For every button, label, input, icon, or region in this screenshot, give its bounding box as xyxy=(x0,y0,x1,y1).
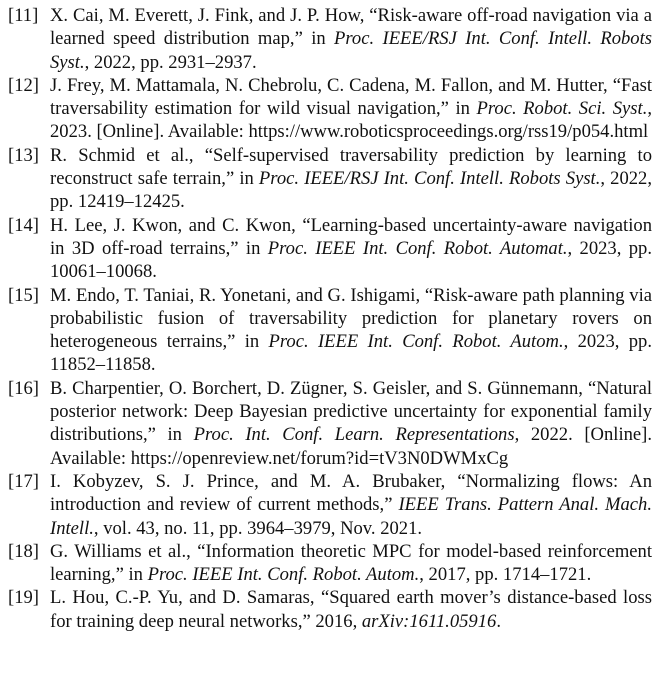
reference-number: [13] xyxy=(8,144,39,166)
reference-item-19 xyxy=(8,586,652,633)
reference-venue: Proc. IEEE/RSJ Int. Conf. Intell. Robots Syst. xyxy=(50,28,652,73)
reference-venue: Proc. IEEE/RSJ Int. Conf. Intell. Robots Syst. xyxy=(258,168,601,190)
reference-text xyxy=(50,74,652,144)
reference-details: , 2023, pp. 10061–10068. xyxy=(50,237,652,283)
reference-details: , 2022, pp. 2931–2937. xyxy=(84,51,257,73)
reference-authors-title: I. Kobyzev, S. J. Prince, and M. A. Brubaker, “Normalizing flows: An introduction and review of current methods,” xyxy=(50,470,652,516)
reference-details: , 2023, pp. 11852–11858. xyxy=(50,331,652,376)
reference-venue: Proc. IEEE Int. Conf. Robot. Automat. xyxy=(267,237,568,259)
reference-authors-title: G. Williams et al., “Information theoretic MPC for model-based reinforcement learning,” in xyxy=(50,540,652,586)
reference-number: [16] xyxy=(8,377,39,399)
reference-number: [12] xyxy=(8,74,39,96)
reference-details: . xyxy=(496,610,501,632)
reference-authors-title: L. Hou, C.-P. Yu, and D. Samaras, “Squared earth mover’s distance-based loss for training deep neural networks,” 2016, xyxy=(50,587,652,632)
reference-venue: IEEE Trans. Pattern Anal. Mach. Intell. xyxy=(50,494,653,539)
reference-text xyxy=(50,586,652,633)
reference-item-15 xyxy=(8,284,652,377)
reference-venue: Proc. Robot. Sci. Syst. xyxy=(476,98,648,120)
reference-authors-title: M. Endo, T. Taniai, R. Yonetani, and G. Ishigami, “Risk-aware path planning via probabilistic fusion of traversability prediction for planetary rovers on heterogeneous terrains,” in xyxy=(50,284,652,353)
reference-venue: Proc. IEEE Int. Conf. Robot. Autom. xyxy=(268,331,564,353)
reference-details: , 2022, pp. 12419–12425. xyxy=(50,168,652,213)
reference-item-12 xyxy=(8,74,652,144)
reference-authors-title: H. Lee, J. Kwon, and C. Kwon, “Learning-based uncertainty-aware navigation in 3D off-road terrains,” in xyxy=(50,214,652,259)
reference-number: [17] xyxy=(8,470,39,492)
reference-text xyxy=(50,540,652,587)
reference-text xyxy=(50,214,652,284)
reference-text xyxy=(50,377,652,470)
reference-item-13 xyxy=(8,144,652,214)
reference-item-18 xyxy=(8,540,652,587)
reference-venue: Proc. IEEE Int. Conf. Robot. Autom. xyxy=(147,564,420,586)
reference-venue: Proc. Int. Conf. Learn. Representations xyxy=(193,424,515,446)
reference-number: [11] xyxy=(8,5,39,26)
reference-details: , 2023. [Online]. Available: https://www.roboticsproceedings.org/rss19/p054.html xyxy=(50,98,652,143)
reference-authors-title: B. Charpentier, O. Borchert, D. Zügner, S. Geisler, and S. Günnemann, “Natural posterior network: Deep Bayesian predictive uncertainty for exponential family distributions,” in xyxy=(50,377,652,446)
reference-text xyxy=(50,144,652,214)
reference-details: , vol. 43, no. 11, pp. 3964–3979, Nov. 2021. xyxy=(93,517,423,539)
reference-number: [15] xyxy=(8,284,39,306)
reference-text xyxy=(50,284,652,377)
reference-item-14 xyxy=(8,214,652,284)
reference-authors-title: J. Frey, M. Mattamala, N. Chebrolu, C. Cadena, M. Fallon, and M. Hutter, “Fast traversability estimation for wild visual navigation,” in xyxy=(50,74,652,120)
reference-item-16 xyxy=(8,377,652,470)
reference-details: , 2022. [Online]. Available: https://openreview.net/forum?id=tV3N0DWMxCg xyxy=(50,424,652,469)
reference-item-17 xyxy=(8,470,652,540)
reference-number: [14] xyxy=(8,214,39,236)
reference-details: , 2017, pp. 1714–1721. xyxy=(419,564,592,586)
reference-text xyxy=(50,4,652,74)
reference-number: [18] xyxy=(8,540,39,562)
reference-venue: arXiv:1611.05916 xyxy=(361,610,497,632)
reference-authors-title: X. Cai, M. Everett, J. Fink, and J. P. How, “Risk-aware off-road navigation via a learned speed distribution map,” in xyxy=(50,5,652,50)
reference-text xyxy=(50,470,652,540)
reference-number: [19] xyxy=(8,587,39,609)
reference-item-11 xyxy=(8,4,652,74)
reference-authors-title: R. Schmid et al., “Self-supervised traversability prediction by learning to reconstruct safe terrain,” in xyxy=(50,144,652,190)
